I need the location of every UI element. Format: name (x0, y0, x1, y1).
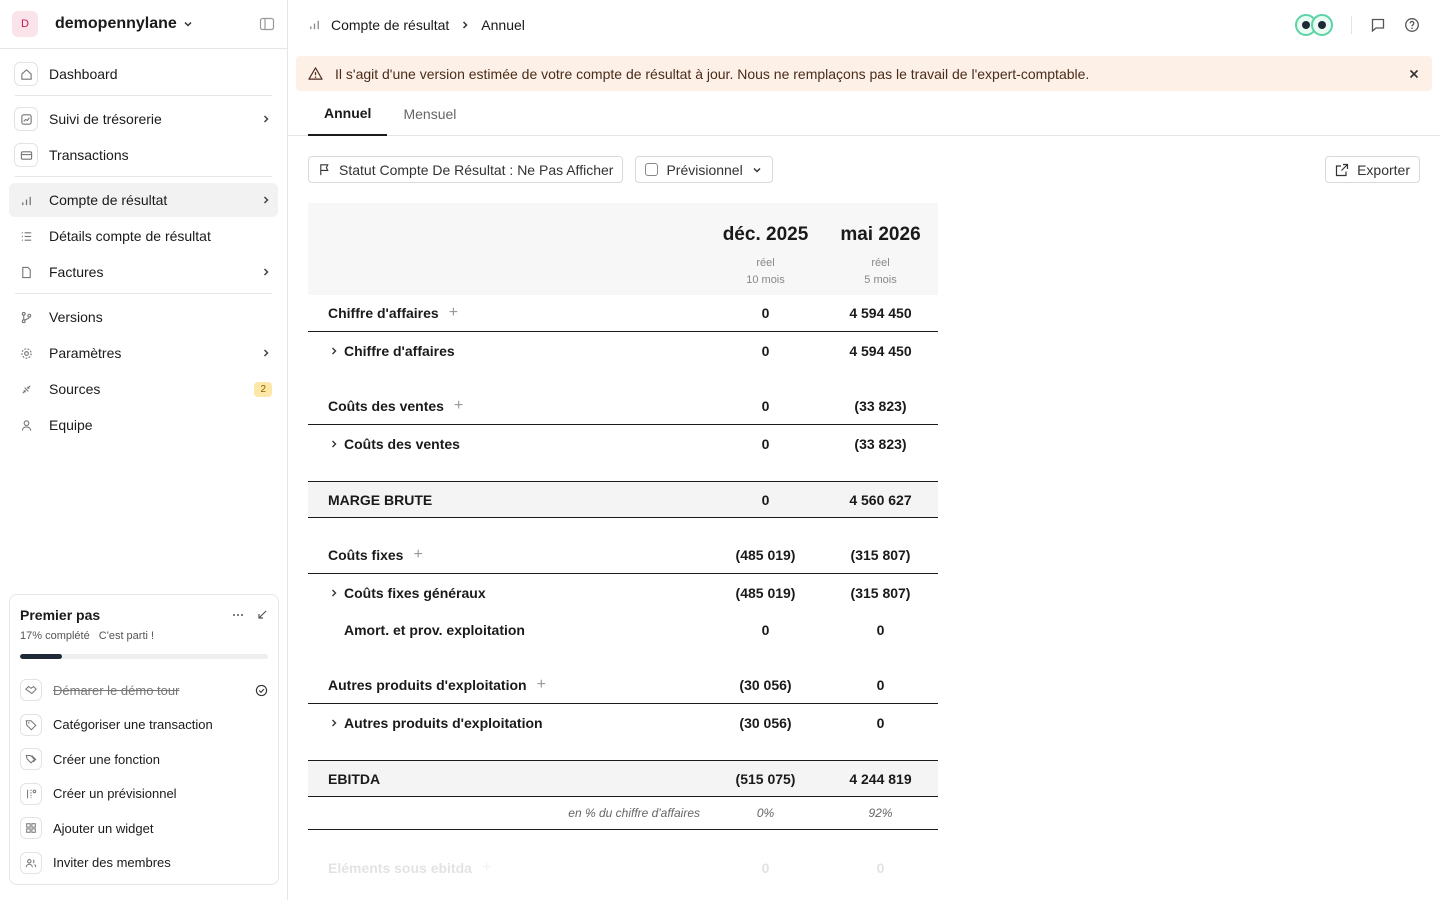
row-value: (33 823) (854, 435, 907, 452)
plus-icon[interactable]: + (536, 676, 546, 693)
column-kind: réel (871, 257, 890, 269)
divider (1351, 16, 1352, 34)
row-value: (315 807) (850, 584, 911, 601)
row-value: 0 (761, 398, 770, 414)
row-label: Chiffre d'affaires (344, 342, 455, 359)
breadcrumb-page: Annuel (481, 16, 525, 33)
close-icon[interactable] (1408, 68, 1420, 80)
row-label: Chiffre d'affaires (328, 305, 439, 321)
row-value: (30 056) (739, 714, 792, 731)
help-icon[interactable] (1404, 17, 1420, 33)
table-row (308, 295, 938, 332)
row-label: Autres produits d'exploitation (344, 714, 543, 731)
export-button[interactable] (1325, 156, 1420, 183)
onboarding-item-label: Catégoriser une transaction (53, 717, 213, 733)
sources-count-badge: 2 (254, 382, 272, 397)
divider (15, 293, 272, 294)
onboarding-item-membres[interactable] (20, 846, 268, 881)
card-icon (14, 143, 38, 167)
profit-loss-table (308, 203, 938, 886)
sidebar-item-label: Versions (49, 309, 103, 325)
column-date: déc. 2025 (722, 224, 809, 245)
export-label: Exporter (1357, 161, 1410, 178)
tag-icon (20, 714, 42, 736)
chevron-right-icon[interactable] (328, 717, 344, 729)
sidebar-item-label: Equipe (49, 417, 93, 433)
home-icon (14, 62, 38, 86)
onboarding-item-label: Créer une fonction (53, 751, 160, 767)
org-switcher[interactable] (0, 0, 287, 49)
status-filter-label: Statut Compte De Résultat : Ne Pas Afficher (339, 161, 614, 178)
table-header (308, 203, 938, 295)
table-row-total (308, 760, 938, 797)
row-value: 4 244 819 (849, 770, 912, 787)
sidebar-item-equipe[interactable] (9, 408, 278, 442)
sidebar-item-sources[interactable] (9, 372, 278, 406)
table-row (308, 388, 938, 425)
status-filter-button[interactable] (308, 156, 623, 183)
sidebar-item-label: Dashboard (49, 66, 118, 82)
onboarding-item-label: Créer un prévisionnel (53, 786, 177, 802)
row-value: 0 (761, 342, 770, 359)
chart-icon (14, 107, 38, 131)
table-row (308, 537, 938, 574)
row-label: Eléments sous ebitda (328, 859, 472, 876)
forecast-label: Prévisionnel (666, 161, 743, 178)
table-row[interactable] (308, 425, 938, 462)
row-value: 0 (876, 621, 885, 638)
row-value: 92% (868, 806, 893, 820)
bar-chart-icon (14, 188, 38, 212)
table-row (308, 611, 938, 648)
users-icon (20, 852, 42, 874)
org-name[interactable]: demopennylane (55, 15, 177, 32)
assistant-eyes-icon[interactable] (1295, 14, 1333, 36)
row-label: Coûts des ventes (344, 435, 460, 452)
sidebar-item-parametres[interactable] (9, 336, 278, 370)
chevron-right-icon (459, 19, 471, 31)
gear-icon (14, 341, 38, 365)
sidebar-item-label: Transactions (49, 147, 129, 163)
flag-icon (318, 163, 331, 176)
sidebar-item-factures[interactable] (9, 255, 278, 289)
sidebar-item-versions[interactable] (9, 300, 278, 334)
check-circle-icon (255, 684, 268, 697)
chevron-right-icon[interactable] (328, 345, 344, 357)
org-avatar: D (12, 11, 38, 37)
plug-icon (14, 377, 38, 401)
chat-icon[interactable] (1370, 17, 1386, 33)
sidebar (0, 0, 288, 900)
table-row-percentage (308, 797, 938, 830)
row-value: (485 019) (735, 584, 796, 601)
row-label: Coûts fixes (328, 547, 404, 563)
table-row[interactable] (308, 704, 938, 741)
sidebar-item-label: Suivi de trésorerie (49, 111, 162, 127)
sidebar-item-label: Détails compte de résultat (49, 228, 211, 244)
sidebar-item-details-compte-de-resultat[interactable] (9, 219, 278, 253)
row-value: 0% (756, 806, 775, 820)
sidebar-item-dashboard[interactable] (9, 57, 278, 91)
sidebar-item-compte-de-resultat[interactable] (9, 183, 278, 217)
onboarding-item-widget[interactable] (20, 811, 268, 846)
forecast-checkbox[interactable] (645, 163, 658, 176)
forecast-icon (20, 783, 42, 805)
row-value: (485 019) (735, 547, 796, 563)
row-value: 0 (761, 859, 770, 876)
sidebar-item-label: Sources (49, 381, 101, 397)
main-nav (0, 49, 287, 442)
main-content (288, 0, 1440, 900)
row-value: 0 (876, 677, 885, 693)
row-value: 4 560 627 (849, 491, 912, 508)
chevron-right-icon[interactable] (328, 587, 344, 599)
row-label: Amort. et prov. exploitation (344, 621, 525, 638)
onboarding-item-label: Inviter des membres (53, 855, 171, 871)
topbar (288, 0, 1440, 49)
tags-icon (20, 748, 42, 770)
row-value: 0 (876, 714, 885, 731)
onboarding-panel (9, 594, 279, 885)
chevron-right-icon (260, 347, 272, 359)
onboarding-item-categoriser[interactable] (20, 708, 268, 743)
sidebar-item-tresorerie[interactable] (9, 102, 278, 136)
warning-icon (308, 66, 323, 81)
estimate-warning-banner (296, 56, 1432, 91)
tab-mensuel[interactable]: Mensuel (403, 105, 457, 122)
plus-icon[interactable]: + (481, 858, 492, 876)
table-row (308, 849, 938, 886)
onboarding-item-previsionnel[interactable] (20, 777, 268, 812)
toolbar (308, 156, 1420, 183)
chevron-right-icon (260, 113, 272, 125)
row-label: Coûts des ventes (328, 398, 444, 414)
row-label: en % du chiffre d'affaires (568, 806, 700, 820)
table-row-total (308, 481, 938, 518)
plus-icon[interactable]: + (413, 546, 423, 563)
row-value: 0 (761, 435, 770, 452)
onboarding-item-label: Ajouter un widget (53, 820, 154, 836)
chevron-right-icon (260, 266, 272, 278)
row-value: (30 056) (739, 677, 792, 693)
handshake-icon (20, 679, 42, 701)
divider (15, 95, 272, 96)
breadcrumb (308, 17, 525, 33)
plus-icon[interactable]: + (453, 397, 464, 414)
onboarding-item-fonction[interactable] (20, 742, 268, 777)
document-icon (14, 260, 38, 284)
export-icon (1335, 163, 1349, 177)
row-value: 0 (761, 491, 770, 508)
chevron-right-icon[interactable] (328, 438, 344, 450)
chevron-down-icon (751, 164, 763, 176)
row-value: 4 594 450 (849, 305, 912, 321)
onboarding-item-demo-tour[interactable] (20, 673, 268, 708)
row-label: MARGE BRUTE (328, 491, 433, 508)
onboarding-cta: C'est parti ! (98, 630, 155, 642)
row-label: Autres produits d'exploitation (328, 677, 527, 693)
column-date: mai 2026 (840, 224, 921, 245)
column-period: 5 mois (864, 274, 897, 286)
grid-icon (20, 817, 42, 839)
sidebar-item-label: Factures (49, 264, 104, 280)
progress-fill (20, 654, 62, 659)
sidebar-item-label: Paramètres (49, 345, 122, 361)
row-value: 0 (761, 621, 770, 638)
sidebar-item-transactions[interactable] (9, 138, 278, 172)
column-period: 10 mois (746, 274, 785, 286)
list-icon (14, 224, 38, 248)
row-value: 0 (761, 305, 770, 321)
row-value: (315 807) (850, 547, 911, 563)
table-row[interactable] (308, 332, 938, 369)
onboarding-title: Premier pas (20, 607, 101, 623)
onboarding-progress-bar (20, 654, 268, 659)
tab-annuel[interactable]: Annuel (308, 91, 387, 136)
row-label: EBITDA (328, 770, 381, 787)
chevron-right-icon (260, 194, 272, 206)
table-row (308, 667, 938, 704)
row-value: (515 075) (735, 770, 796, 787)
onboarding-progress-text: 17% complété (20, 630, 90, 642)
row-value: (33 823) (854, 398, 907, 414)
sidebar-item-label: Compte de résultat (49, 192, 168, 208)
branch-icon (14, 305, 38, 329)
user-icon (14, 413, 38, 437)
row-value: 0 (876, 859, 885, 876)
breadcrumb-section[interactable]: Compte de résultat (331, 16, 450, 33)
alert-message: Il s'agit d'une version estimée de votre compte de résultat à jour. Nous ne remplaçons pas le travail de l'expert-comptable. (335, 65, 1090, 82)
collapse-icon[interactable] (256, 609, 268, 621)
table-row[interactable] (308, 574, 938, 611)
divider (15, 176, 272, 177)
more-icon[interactable] (232, 609, 244, 621)
period-tabs (288, 91, 1440, 136)
plus-icon[interactable]: + (448, 304, 459, 321)
sidebar-toggle-icon[interactable] (259, 16, 275, 32)
row-label: Coûts fixes généraux (344, 584, 486, 601)
chevron-down-icon[interactable] (182, 18, 194, 30)
column-kind: réel (756, 257, 775, 269)
row-value: 4 594 450 (849, 342, 912, 359)
bar-chart-icon (308, 18, 321, 31)
onboarding-item-label: Démarer le démo tour (53, 682, 180, 698)
forecast-toggle[interactable] (635, 156, 772, 183)
